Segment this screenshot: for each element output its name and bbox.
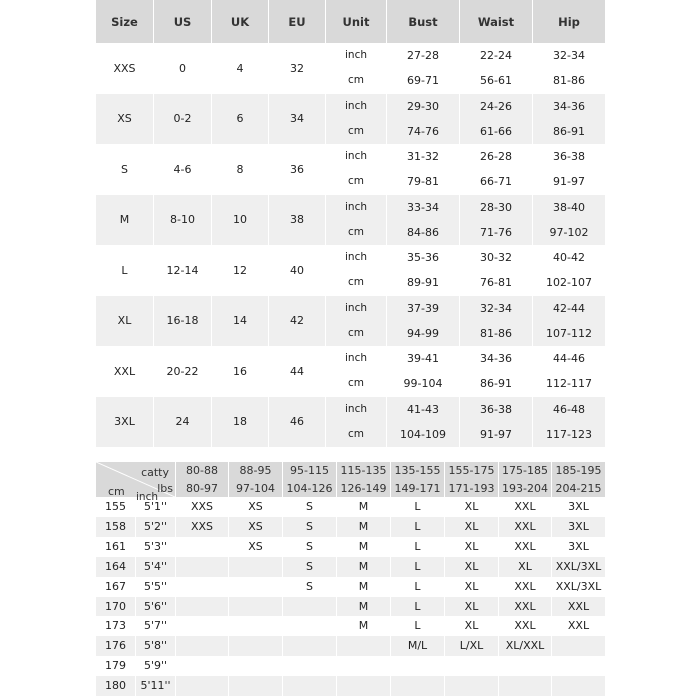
size-chart-table bbox=[95, 0, 605, 447]
recommended-size bbox=[175, 577, 228, 597]
recommended-size: XXL bbox=[551, 616, 605, 636]
size-label: L bbox=[95, 245, 153, 296]
uk-size: 8 bbox=[211, 144, 268, 195]
size-row-inch bbox=[95, 144, 605, 169]
recommended-size bbox=[282, 656, 336, 676]
height-inch: 5'11'' bbox=[135, 676, 175, 696]
recommended-size: XXL bbox=[498, 616, 551, 636]
recommended-size bbox=[336, 636, 390, 656]
us-size: 0-2 bbox=[153, 94, 211, 145]
unit-inch-label: inch bbox=[325, 346, 386, 371]
hip-inch: 44-46 bbox=[532, 346, 605, 371]
height-cm: 158 bbox=[95, 517, 135, 537]
height-cm: 155 bbox=[95, 497, 135, 517]
recommended-size: 3XL bbox=[551, 537, 605, 557]
size-row-inch bbox=[95, 94, 605, 119]
waist-inch: 26-28 bbox=[459, 144, 532, 169]
recommended-size: L bbox=[390, 497, 444, 517]
hip-inch: 36-38 bbox=[532, 144, 605, 169]
us-size: 12-14 bbox=[153, 245, 211, 296]
unit-inch-label: inch bbox=[325, 144, 386, 169]
bust-cm: 99-104 bbox=[386, 371, 459, 396]
unit-cm-label: cm bbox=[325, 68, 386, 93]
size-chart-body bbox=[95, 43, 605, 447]
lbs-range: 204-215 bbox=[551, 480, 605, 498]
corner-label-inch: inch bbox=[136, 491, 158, 503]
height-cm: 180 bbox=[95, 676, 135, 696]
height-cm: 164 bbox=[95, 557, 135, 577]
size-label: XS bbox=[95, 94, 153, 145]
recommended-size: 3XL bbox=[551, 497, 605, 517]
recommended-size: M bbox=[336, 517, 390, 537]
bust-inch: 29-30 bbox=[386, 94, 459, 119]
height-row bbox=[95, 537, 605, 557]
unit-inch-label: inch bbox=[325, 397, 386, 422]
recommended-size bbox=[228, 597, 282, 617]
recommended-size: M/L bbox=[390, 636, 444, 656]
waist-inch: 22-24 bbox=[459, 43, 532, 68]
recommended-size bbox=[175, 537, 228, 557]
us-size: 8-10 bbox=[153, 195, 211, 246]
recommended-size: XS bbox=[228, 537, 282, 557]
recommended-size bbox=[175, 636, 228, 656]
header-corner-cell bbox=[95, 462, 175, 503]
height-row bbox=[95, 676, 605, 696]
height-inch: 5'4'' bbox=[135, 557, 175, 577]
eu-size: 40 bbox=[268, 245, 325, 296]
recommended-size: XL bbox=[444, 577, 498, 597]
bust-cm: 84-86 bbox=[386, 220, 459, 245]
recommended-size bbox=[498, 676, 551, 696]
recommended-size: M bbox=[336, 577, 390, 597]
eu-size: 46 bbox=[268, 397, 325, 448]
hip-cm: 97-102 bbox=[532, 220, 605, 245]
hip-inch: 38-40 bbox=[532, 195, 605, 220]
waist-cm: 66-71 bbox=[459, 169, 532, 194]
height-cm: 167 bbox=[95, 577, 135, 597]
hip-inch: 34-36 bbox=[532, 94, 605, 119]
waist-inch: 34-36 bbox=[459, 346, 532, 371]
recommended-size bbox=[444, 656, 498, 676]
catty-range: 115-135 bbox=[336, 462, 390, 480]
recommended-size bbox=[228, 616, 282, 636]
recommended-size bbox=[228, 636, 282, 656]
hip-inch: 32-34 bbox=[532, 43, 605, 68]
catty-range: 175-185 bbox=[498, 462, 551, 480]
catty-range: 80-88 bbox=[175, 462, 228, 480]
us-size: 20-22 bbox=[153, 346, 211, 397]
bust-inch: 35-36 bbox=[386, 245, 459, 270]
height-row bbox=[95, 656, 605, 676]
recommended-size: S bbox=[282, 517, 336, 537]
recommended-size bbox=[444, 676, 498, 696]
bust-cm: 94-99 bbox=[386, 321, 459, 346]
size-row-inch bbox=[95, 195, 605, 220]
unit-cm-label: cm bbox=[325, 169, 386, 194]
height-cm: 173 bbox=[95, 616, 135, 636]
recommended-size: L bbox=[390, 597, 444, 617]
lbs-range: 97-104 bbox=[228, 480, 282, 498]
recommended-size bbox=[175, 616, 228, 636]
size-row-inch bbox=[95, 346, 605, 371]
recommended-size bbox=[228, 656, 282, 676]
recommended-size: L bbox=[390, 517, 444, 537]
corner-label-catty: catty bbox=[141, 466, 169, 479]
waist-inch: 32-34 bbox=[459, 296, 532, 321]
recommended-size bbox=[390, 676, 444, 696]
recommended-size bbox=[282, 616, 336, 636]
eu-size: 38 bbox=[268, 195, 325, 246]
recommended-size: S bbox=[282, 497, 336, 517]
recommended-size bbox=[228, 676, 282, 696]
bust-inch: 37-39 bbox=[386, 296, 459, 321]
height-cm: 179 bbox=[95, 656, 135, 676]
recommended-size: XXS bbox=[175, 497, 228, 517]
uk-size: 12 bbox=[211, 245, 268, 296]
size-label: S bbox=[95, 144, 153, 195]
recommended-size: XXL bbox=[498, 537, 551, 557]
height-row bbox=[95, 517, 605, 537]
bust-inch: 27-28 bbox=[386, 43, 459, 68]
recommended-size bbox=[336, 676, 390, 696]
height-cm: 161 bbox=[95, 537, 135, 557]
header-eu: EU bbox=[268, 0, 325, 43]
unit-inch-label: inch bbox=[325, 245, 386, 270]
recommended-size: XL/XXL bbox=[498, 636, 551, 656]
recommended-size: L bbox=[390, 537, 444, 557]
bust-cm: 104-109 bbox=[386, 422, 459, 447]
recommended-size: XL bbox=[444, 517, 498, 537]
lbs-range: 149-171 bbox=[390, 480, 444, 498]
recommended-size bbox=[175, 656, 228, 676]
height-inch: 5'9'' bbox=[135, 656, 175, 676]
uk-size: 10 bbox=[211, 195, 268, 246]
catty-range: 155-175 bbox=[444, 462, 498, 480]
header-waist: Waist bbox=[459, 0, 532, 43]
size-label: 3XL bbox=[95, 397, 153, 448]
eu-size: 34 bbox=[268, 94, 325, 145]
bust-cm: 69-71 bbox=[386, 68, 459, 93]
us-size: 24 bbox=[153, 397, 211, 448]
waist-cm: 76-81 bbox=[459, 270, 532, 295]
hip-cm: 91-97 bbox=[532, 169, 605, 194]
recommended-size: L bbox=[390, 616, 444, 636]
recommended-size bbox=[175, 676, 228, 696]
eu-size: 36 bbox=[268, 144, 325, 195]
recommended-size: XXL/3XL bbox=[551, 557, 605, 577]
recommended-size bbox=[390, 656, 444, 676]
recommended-size: S bbox=[282, 537, 336, 557]
size-chart-header-row bbox=[95, 0, 605, 43]
recommended-size: XL bbox=[444, 537, 498, 557]
height-inch: 5'2'' bbox=[135, 517, 175, 537]
recommended-size: XS bbox=[228, 517, 282, 537]
recommended-size bbox=[551, 676, 605, 696]
height-row bbox=[95, 557, 605, 577]
recommended-size: M bbox=[336, 537, 390, 557]
bust-inch: 39-41 bbox=[386, 346, 459, 371]
recommended-size bbox=[551, 636, 605, 656]
recommended-size: S bbox=[282, 557, 336, 577]
corner-label-lbs: lbs bbox=[157, 482, 173, 495]
catty-range: 135-155 bbox=[390, 462, 444, 480]
size-label: XL bbox=[95, 296, 153, 347]
recommended-size bbox=[282, 676, 336, 696]
recommended-size: XXL/3XL bbox=[551, 577, 605, 597]
size-label: XXS bbox=[95, 43, 153, 94]
recommended-size: L bbox=[390, 557, 444, 577]
bust-cm: 79-81 bbox=[386, 169, 459, 194]
waist-cm: 81-86 bbox=[459, 321, 532, 346]
height-row bbox=[95, 497, 605, 517]
unit-inch-label: inch bbox=[325, 94, 386, 119]
lbs-range: 171-193 bbox=[444, 480, 498, 498]
waist-inch: 28-30 bbox=[459, 195, 532, 220]
recommended-size: XL bbox=[444, 597, 498, 617]
bust-inch: 33-34 bbox=[386, 195, 459, 220]
height-row bbox=[95, 616, 605, 636]
recommended-size: XXL bbox=[498, 577, 551, 597]
unit-inch-label: inch bbox=[325, 195, 386, 220]
recommended-size: XXL bbox=[498, 597, 551, 617]
recommended-size: XS bbox=[228, 497, 282, 517]
recommended-size bbox=[228, 557, 282, 577]
catty-header-row bbox=[95, 462, 605, 480]
recommended-size: XXS bbox=[175, 517, 228, 537]
hip-cm: 112-117 bbox=[532, 371, 605, 396]
hip-cm: 117-123 bbox=[532, 422, 605, 447]
waist-cm: 61-66 bbox=[459, 119, 532, 144]
waist-cm: 56-61 bbox=[459, 68, 532, 93]
waist-cm: 86-91 bbox=[459, 371, 532, 396]
hip-cm: 81-86 bbox=[532, 68, 605, 93]
recommended-size: M bbox=[336, 557, 390, 577]
header-us: US bbox=[153, 0, 211, 43]
unit-cm-label: cm bbox=[325, 220, 386, 245]
recommended-size: M bbox=[336, 497, 390, 517]
recommended-size: M bbox=[336, 597, 390, 617]
hip-cm: 107-112 bbox=[532, 321, 605, 346]
recommended-size bbox=[282, 636, 336, 656]
height-inch: 5'1'' bbox=[135, 497, 175, 517]
weight-height-size-table bbox=[95, 462, 605, 696]
recommended-size bbox=[336, 656, 390, 676]
waist-cm: 71-76 bbox=[459, 220, 532, 245]
recommended-size: L bbox=[390, 577, 444, 597]
recommended-size bbox=[498, 656, 551, 676]
recommended-size: L/XL bbox=[444, 636, 498, 656]
recommended-size: XL bbox=[444, 497, 498, 517]
uk-size: 14 bbox=[211, 296, 268, 347]
hip-inch: 42-44 bbox=[532, 296, 605, 321]
recommended-size: M bbox=[336, 616, 390, 636]
recommended-size bbox=[551, 656, 605, 676]
hip-inch: 46-48 bbox=[532, 397, 605, 422]
bust-cm: 74-76 bbox=[386, 119, 459, 144]
height-inch: 5'5'' bbox=[135, 577, 175, 597]
us-size: 4-6 bbox=[153, 144, 211, 195]
eu-size: 32 bbox=[268, 43, 325, 94]
us-size: 0 bbox=[153, 43, 211, 94]
lbs-range: 126-149 bbox=[336, 480, 390, 498]
header-size: Size bbox=[95, 0, 153, 43]
recommended-size: XXL bbox=[498, 517, 551, 537]
height-inch: 5'3'' bbox=[135, 537, 175, 557]
hip-inch: 40-42 bbox=[532, 245, 605, 270]
height-inch: 5'7'' bbox=[135, 616, 175, 636]
lbs-range: 193-204 bbox=[498, 480, 551, 498]
height-inch: 5'8'' bbox=[135, 636, 175, 656]
height-row bbox=[95, 597, 605, 617]
us-size: 16-18 bbox=[153, 296, 211, 347]
waist-inch: 36-38 bbox=[459, 397, 532, 422]
lbs-range: 104-126 bbox=[282, 480, 336, 498]
recommended-size bbox=[228, 577, 282, 597]
unit-cm-label: cm bbox=[325, 321, 386, 346]
bust-cm: 89-91 bbox=[386, 270, 459, 295]
header-bust: Bust bbox=[386, 0, 459, 43]
uk-size: 4 bbox=[211, 43, 268, 94]
height-row bbox=[95, 577, 605, 597]
header-hip: Hip bbox=[532, 0, 605, 43]
waist-inch: 30-32 bbox=[459, 245, 532, 270]
height-cm: 170 bbox=[95, 597, 135, 617]
recommended-size: XXL bbox=[498, 497, 551, 517]
unit-inch-label: inch bbox=[325, 43, 386, 68]
recommended-size bbox=[175, 597, 228, 617]
bust-inch: 41-43 bbox=[386, 397, 459, 422]
catty-range: 185-195 bbox=[551, 462, 605, 480]
size-row-inch bbox=[95, 397, 605, 422]
recommended-size: S bbox=[282, 577, 336, 597]
header-unit: Unit bbox=[325, 0, 386, 43]
hip-cm: 102-107 bbox=[532, 270, 605, 295]
hip-cm: 86-91 bbox=[532, 119, 605, 144]
recommended-size bbox=[282, 597, 336, 617]
unit-inch-label: inch bbox=[325, 296, 386, 321]
size-label: XXL bbox=[95, 346, 153, 397]
uk-size: 6 bbox=[211, 94, 268, 145]
height-inch: 5'6'' bbox=[135, 597, 175, 617]
uk-size: 18 bbox=[211, 397, 268, 448]
size-row-inch bbox=[95, 296, 605, 321]
header-uk: UK bbox=[211, 0, 268, 43]
eu-size: 42 bbox=[268, 296, 325, 347]
catty-range: 95-115 bbox=[282, 462, 336, 480]
recommended-size: XL bbox=[498, 557, 551, 577]
recommended-size: XL bbox=[444, 557, 498, 577]
waist-inch: 24-26 bbox=[459, 94, 532, 119]
uk-size: 16 bbox=[211, 346, 268, 397]
unit-cm-label: cm bbox=[325, 270, 386, 295]
unit-cm-label: cm bbox=[325, 119, 386, 144]
unit-cm-label: cm bbox=[325, 371, 386, 396]
eu-size: 44 bbox=[268, 346, 325, 397]
recommended-size: XXL bbox=[551, 597, 605, 617]
unit-cm-label: cm bbox=[325, 422, 386, 447]
size-row-inch bbox=[95, 43, 605, 68]
bust-inch: 31-32 bbox=[386, 144, 459, 169]
recommended-size: 3XL bbox=[551, 517, 605, 537]
waist-cm: 91-97 bbox=[459, 422, 532, 447]
size-label: M bbox=[95, 195, 153, 246]
catty-range: 88-95 bbox=[228, 462, 282, 480]
weight-height-body bbox=[95, 462, 605, 696]
recommended-size bbox=[175, 557, 228, 577]
height-cm: 176 bbox=[95, 636, 135, 656]
size-row-inch bbox=[95, 245, 605, 270]
recommended-size: XL bbox=[444, 616, 498, 636]
height-row bbox=[95, 636, 605, 656]
lbs-range: 80-97 bbox=[175, 480, 228, 498]
corner-label-cm: cm bbox=[108, 485, 125, 498]
